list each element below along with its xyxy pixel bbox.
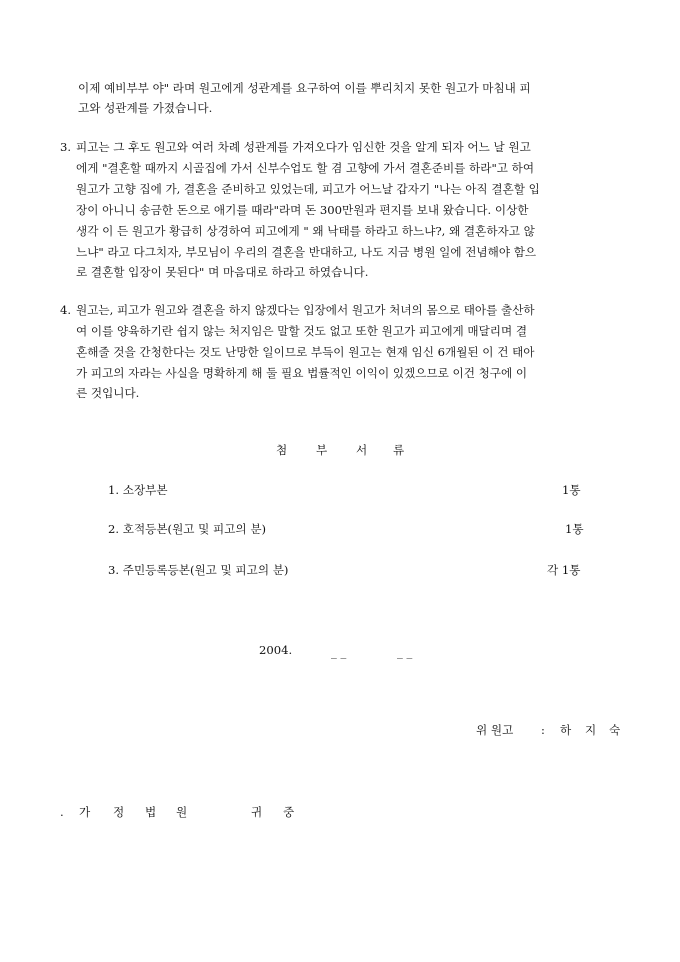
court-honorific-char-1: 귀 <box>251 805 263 819</box>
attachment-item-count: 1통 <box>565 522 584 536</box>
paragraph-4-line-2: 여 이를 양육하기란 쉽지 않는 처지임은 말할 것도 없고 또한 원고가 피고에게 매달리며 결 <box>76 324 528 338</box>
paragraph-4-line-5: 른 것입니다. <box>76 386 140 400</box>
attachments-title-char-4: 류 <box>393 443 405 457</box>
paragraph-3-line-6: 느냐" 라고 다그치자, 부모님이 우리의 결혼을 반대하고, 나도 지금 병원 일에 전념해야 함으 <box>76 245 537 259</box>
paragraph-4-line-3: 혼해줄 것을 간청한다는 것도 난망한 일이므로 부득이 원고는 현재 임신 6개월된 이 건 태아 <box>76 345 535 359</box>
date-month-blank: _ _ <box>331 645 347 659</box>
signature-label: 위 원고 <box>476 723 514 737</box>
attachment-item-count: 각 1통 <box>547 563 581 577</box>
signature-name-char-1: 하 <box>560 723 572 737</box>
date-year: 2004. <box>259 643 293 657</box>
date-day-blank: _ _ <box>397 645 413 659</box>
court-name-char-1: 가 <box>79 805 91 819</box>
court-honorific-char-2: 중 <box>283 805 295 819</box>
paragraph-4-line-4: 가 피고의 자라는 사실을 명확하게 해 둘 필요 법률적인 이익이 있겠으므로 이건 청구에 이 <box>76 366 528 380</box>
paragraph-3-line-7: 로 결혼할 입장이 못된다" 며 마음대로 하라고 하였습니다. <box>76 265 369 279</box>
paragraph-3-line-2: 에게 "결혼할 때까지 시골집에 가서 신부수업도 할 겸 고향에 가서 결혼준비를 하라"고 하여 <box>76 161 535 175</box>
attachments-title-char-3: 서 <box>356 443 368 457</box>
court-name-char-2: 정 <box>113 805 125 819</box>
paragraph-3-line-1: 피고는 그 후도 원고와 여러 차례 성관계를 가져오다가 임신한 것을 알게 되자 어느 날 원고 <box>76 140 531 154</box>
paragraph-3-number: 3. <box>60 140 72 154</box>
attachment-item-label: 2. 호적등본(원고 및 피고의 분) <box>108 522 267 536</box>
court-name-char-3: 법 <box>145 805 157 819</box>
paragraph-4-number: 4. <box>60 303 72 317</box>
court-name-char-4: 원 <box>176 805 188 819</box>
signature-separator: : <box>541 723 545 737</box>
paragraph-3-line-5: 생각 이 든 원고가 황급히 상경하여 피고에게 " 왜 낙태를 하라고 하느냐?, 왜 결혼하자고 않 <box>76 224 535 238</box>
paragraph-3-line-4: 장이 아니니 송금한 돈으로 애기를 때라"라며 돈 300만원과 편지를 보내 왔습니다. 이상한 <box>76 203 529 217</box>
intro-line-2: 고와 성관계를 가졌습니다. <box>78 101 213 115</box>
court-prefix: . <box>60 805 64 819</box>
attachment-item-label: 3. 주민등록등본(원고 및 피고의 분) <box>108 563 289 577</box>
signature-name-char-3: 숙 <box>609 723 621 737</box>
attachment-item-label: 1. 소장부본 <box>108 483 168 497</box>
paragraph-3-line-3: 원고가 고향 집에 가, 결혼을 준비하고 있었는데, 피고가 어느날 갑자기 "나는 아직 결혼할 입 <box>76 182 540 196</box>
attachment-item-count: 1통 <box>562 483 581 497</box>
paragraph-4-line-1: 원고는, 피고가 원고와 결혼을 하지 않겠다는 입장에서 원고가 처녀의 몸으로 태아를 출산하 <box>76 303 535 317</box>
attachments-title-char-1: 첨 <box>276 443 288 457</box>
signature-name-char-2: 지 <box>585 723 597 737</box>
attachments-title-char-2: 부 <box>316 443 328 457</box>
intro-line-1: 이제 예비부부 야" 라며 원고에게 성관계를 요구하여 이를 뿌리치지 못한 원고가 마침내 피 <box>78 81 531 95</box>
